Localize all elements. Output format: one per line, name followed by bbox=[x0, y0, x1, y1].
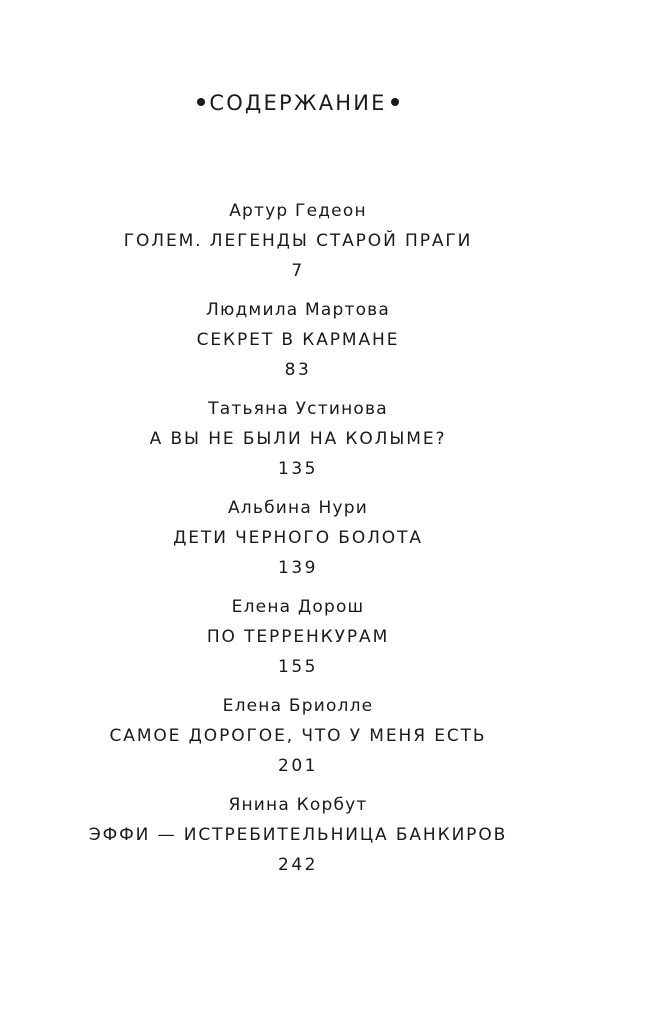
bullet-icon bbox=[391, 98, 399, 106]
toc-title: САМОЕ ДОРОГОЕ, ЧТО У МЕНЯ ЕСТЬ bbox=[109, 726, 487, 746]
toc-entry[interactable] bbox=[0, 196, 596, 295]
toc-author: Елена Бриолле bbox=[222, 696, 374, 716]
toc-page-number: 201 bbox=[278, 756, 318, 776]
toc-author: Татьяна Устинова bbox=[208, 399, 388, 419]
toc-entry[interactable] bbox=[0, 592, 596, 691]
toc-title: ПО ТЕРРЕНКУРАМ bbox=[206, 627, 390, 647]
toc-author: Альбина Нури bbox=[227, 498, 369, 518]
toc-author: Людмила Мартова bbox=[205, 300, 391, 320]
toc-entry[interactable] bbox=[0, 691, 596, 790]
toc-list bbox=[0, 196, 596, 889]
toc-author: Артур Гедеон bbox=[229, 201, 367, 221]
bullet-icon bbox=[197, 98, 205, 106]
toc-title: ГОЛЕМ. ЛЕГЕНДЫ СТАРОЙ ПРАГИ bbox=[123, 231, 473, 251]
toc-entry[interactable] bbox=[0, 394, 596, 493]
toc-entry[interactable] bbox=[0, 493, 596, 592]
toc-page-number: 7 bbox=[291, 261, 305, 281]
toc-title: ЭФФИ — ИСТРЕБИТЕЛЬНИЦА БАНКИРОВ bbox=[88, 825, 508, 845]
toc-page-number: 139 bbox=[278, 558, 318, 578]
contents-heading-text: СОДЕРЖАНИЕ bbox=[209, 91, 387, 115]
toc-page-number: 135 bbox=[278, 459, 318, 479]
toc-entry[interactable] bbox=[0, 295, 596, 394]
toc-page-number: 83 bbox=[284, 360, 312, 380]
toc-page-number: 242 bbox=[278, 855, 318, 875]
toc-entry[interactable] bbox=[0, 790, 596, 889]
toc-author: Янина Корбут bbox=[228, 795, 368, 815]
toc-title: А ВЫ НЕ БЫЛИ НА КОЛЫМЕ? bbox=[149, 429, 447, 449]
toc-title: СЕКРЕТ В КАРМАНЕ bbox=[196, 330, 400, 350]
contents-heading bbox=[0, 88, 596, 118]
toc-author: Елена Дорош bbox=[231, 597, 365, 617]
toc-title: ДЕТИ ЧЕРНОГО БОЛОТА bbox=[173, 528, 423, 548]
toc-page-number: 155 bbox=[278, 657, 318, 677]
